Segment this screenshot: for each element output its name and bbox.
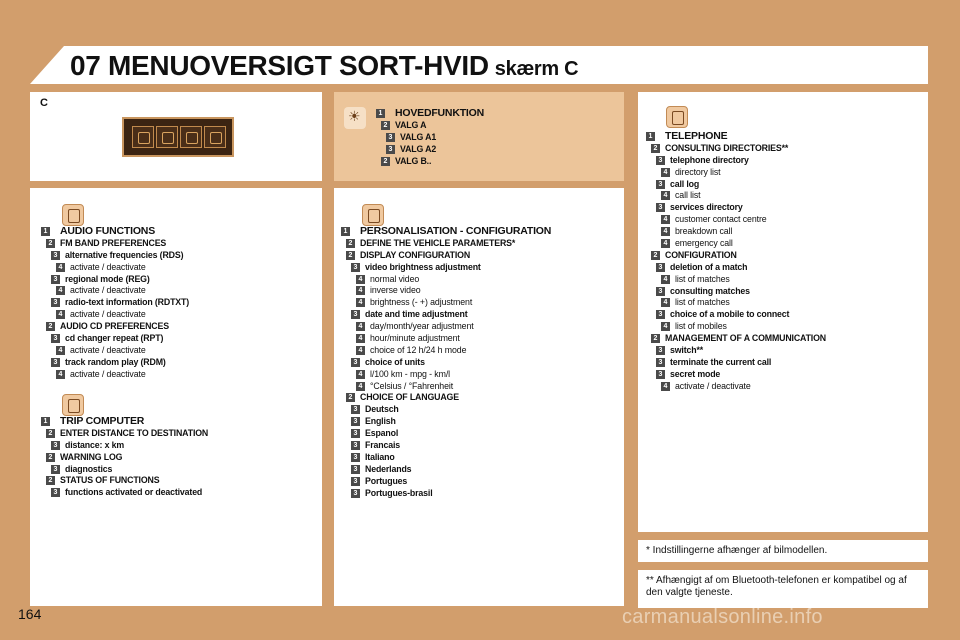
menu-item-text: regional mode (REG) — [65, 273, 150, 284]
menu-row — [646, 202, 921, 214]
level-badge: 3 — [51, 465, 60, 474]
level-badge: 4 — [56, 286, 65, 295]
level-badge: 4 — [661, 298, 670, 307]
trip-computer-icon — [62, 394, 84, 416]
level-badge: 3 — [386, 133, 395, 142]
level-badge: 1 — [646, 132, 655, 141]
level-badge: 3 — [351, 489, 360, 498]
level-badge: 3 — [351, 477, 360, 486]
menu-row — [41, 226, 311, 238]
sun-icon — [344, 107, 366, 129]
menu-row — [376, 144, 616, 156]
menu-item-text: telephone directory — [670, 154, 749, 165]
level-badge: 4 — [356, 298, 365, 307]
footnote-vehicle: * Indstillingerne afhænger af bilmodellen. — [646, 545, 828, 556]
level-badge: 3 — [351, 263, 360, 272]
trip-menu-list — [41, 416, 311, 499]
level-badge: 4 — [56, 370, 65, 379]
level-badge: 1 — [41, 417, 50, 426]
menu-row — [341, 238, 616, 250]
level-badge: 2 — [46, 429, 55, 438]
menu-row — [646, 155, 921, 167]
menu-row — [41, 345, 311, 357]
menu-item-text: CHOICE OF LANGUAGE — [360, 392, 459, 403]
main-menu-list — [376, 108, 616, 167]
menu-row — [646, 190, 921, 202]
level-badge: 3 — [656, 346, 665, 355]
menu-row — [341, 404, 616, 416]
menu-row — [341, 392, 616, 404]
level-badge: 2 — [346, 251, 355, 260]
menu-row — [341, 321, 616, 333]
level-badge: 1 — [341, 227, 350, 236]
menu-row — [341, 345, 616, 357]
level-badge: 2 — [651, 144, 660, 153]
level-badge: 3 — [656, 263, 665, 272]
menu-item-text: VALG B.. — [395, 155, 432, 166]
menu-row — [341, 357, 616, 369]
menu-row — [341, 369, 616, 381]
menu-row — [41, 475, 311, 487]
menu-row — [646, 381, 921, 393]
menu-item-text: alternative frequencies (RDS) — [65, 249, 184, 260]
menu-item-text: DEFINE THE VEHICLE PARAMETERS* — [360, 237, 516, 248]
menu-row — [41, 464, 311, 476]
personalisation-menu-list — [341, 226, 616, 499]
level-badge: 3 — [656, 203, 665, 212]
audio-menu-list — [41, 226, 311, 381]
menu-item-text: TELEPHONE — [665, 130, 728, 142]
menu-row — [41, 333, 311, 345]
menu-row — [376, 132, 616, 144]
menu-row — [341, 226, 616, 238]
menu-row — [646, 297, 921, 309]
menu-row — [341, 464, 616, 476]
menu-item-text: Nederlands — [365, 463, 412, 474]
menu-item-text: customer contact centre — [675, 214, 767, 225]
menu-row — [341, 416, 616, 428]
settings-icon — [362, 204, 384, 226]
menu-item-text: day/month/year adjustment — [370, 321, 474, 332]
level-badge: 4 — [356, 382, 365, 391]
level-badge: 2 — [46, 453, 55, 462]
phone-cell-icon — [204, 126, 226, 148]
menu-row — [41, 440, 311, 452]
menu-item-text: activate / deactivate — [70, 309, 146, 320]
display-screen-image — [122, 117, 234, 157]
menu-item-text: choice of units — [365, 356, 425, 367]
menu-row — [341, 274, 616, 286]
menu-item-text: brightness (- +) adjustment — [370, 297, 473, 308]
level-badge: 3 — [656, 156, 665, 165]
menu-row — [341, 440, 616, 452]
menu-item-text: activate / deactivate — [70, 261, 146, 272]
menu-item-text: list of matches — [675, 297, 730, 308]
level-badge: 2 — [381, 121, 390, 130]
level-badge: 3 — [51, 441, 60, 450]
menu-item-text: list of matches — [675, 273, 730, 284]
level-badge: 2 — [381, 157, 390, 166]
menu-row — [41, 309, 311, 321]
menu-row — [41, 487, 311, 499]
level-badge: 2 — [46, 322, 55, 331]
level-badge: 3 — [351, 310, 360, 319]
menu-item-text: l/100 km - mpg - km/l — [370, 368, 451, 379]
level-badge: 3 — [51, 275, 60, 284]
menu-item-text: secret mode — [670, 368, 721, 379]
level-badge: 3 — [351, 465, 360, 474]
menu-row — [341, 333, 616, 345]
menu-row — [646, 345, 921, 357]
menu-item-text: call log — [670, 178, 700, 189]
level-badge: 4 — [56, 310, 65, 319]
menu-row — [646, 143, 921, 155]
menu-row — [376, 120, 616, 132]
level-badge: 4 — [661, 382, 670, 391]
menu-item-text: choice of 12 h/24 h mode — [370, 344, 467, 355]
menu-item-text: functions activated or deactivated — [65, 487, 203, 498]
menu-row — [41, 369, 311, 381]
menu-item-text: radio-text information (RDTXT) — [65, 297, 190, 308]
audio-cell-icon — [132, 126, 154, 148]
menu-item-text: date and time adjustment — [365, 309, 468, 320]
menu-item-text: Deutsch — [365, 404, 399, 415]
menu-row — [646, 369, 921, 381]
level-badge: 4 — [661, 322, 670, 331]
menu-item-text: CONSULTING DIRECTORIES** — [665, 142, 789, 153]
menu-item-text: English — [365, 416, 396, 427]
menu-row — [646, 226, 921, 238]
menu-item-text: diagnostics — [65, 463, 113, 474]
menu-row — [341, 262, 616, 274]
menu-row — [646, 286, 921, 298]
menu-item-text: MANAGEMENT OF A COMMUNICATION — [665, 333, 826, 344]
menu-item-text: call list — [675, 190, 701, 201]
menu-item-text: activate / deactivate — [675, 380, 751, 391]
menu-row — [646, 262, 921, 274]
trip-cell-icon — [156, 126, 178, 148]
menu-row — [646, 274, 921, 286]
level-badge: 4 — [661, 275, 670, 284]
menu-row — [41, 428, 311, 440]
menu-row — [646, 238, 921, 250]
menu-item-text: VALG A2 — [400, 143, 437, 154]
menu-item-text: choice of a mobile to connect — [670, 309, 790, 320]
level-badge: 4 — [661, 191, 670, 200]
menu-row — [646, 250, 921, 262]
menu-row — [41, 262, 311, 274]
level-badge: 4 — [356, 322, 365, 331]
menu-item-text: deletion of a match — [670, 261, 748, 272]
menu-row — [341, 428, 616, 440]
menu-row — [41, 321, 311, 333]
menu-item-text: distance: x km — [65, 439, 125, 450]
menu-row — [376, 156, 616, 168]
settings-cell-icon — [180, 126, 202, 148]
menu-row — [41, 274, 311, 286]
level-badge: 3 — [351, 417, 360, 426]
menu-item-text: HOVEDFUNKTION — [395, 107, 484, 119]
menu-row — [41, 297, 311, 309]
audio-icon — [62, 204, 84, 226]
level-badge: 4 — [356, 334, 365, 343]
level-badge: 1 — [41, 227, 50, 236]
level-badge: 3 — [51, 488, 60, 497]
menu-row — [41, 238, 311, 250]
menu-item-text: VALG A — [395, 119, 427, 130]
menu-item-text: track random play (RDM) — [65, 356, 166, 367]
level-badge: 4 — [356, 275, 365, 284]
level-badge: 3 — [351, 441, 360, 450]
menu-item-text: normal video — [370, 273, 420, 284]
level-badge: 3 — [351, 453, 360, 462]
menu-item-text: °Celsius / °Fahrenheit — [370, 380, 454, 391]
menu-row — [41, 357, 311, 369]
menu-item-text: Espanol — [365, 428, 399, 439]
menu-item-text: emergency call — [675, 238, 733, 249]
level-badge: 4 — [661, 215, 670, 224]
level-badge: 2 — [346, 239, 355, 248]
level-badge: 4 — [56, 346, 65, 355]
menu-item-text: video brightness adjustment — [365, 261, 481, 272]
menu-row — [341, 297, 616, 309]
title-text: 07 MENUOVERSIGT SORT-HVID — [70, 50, 489, 81]
menu-item-text: Portugues — [365, 475, 408, 486]
menu-item-text: VALG A1 — [400, 131, 437, 142]
level-badge: 1 — [376, 109, 385, 118]
menu-item-text: activate / deactivate — [70, 344, 146, 355]
level-badge: 3 — [351, 358, 360, 367]
menu-row — [376, 108, 616, 120]
level-badge: 4 — [356, 370, 365, 379]
menu-item-text: STATUS OF FUNCTIONS — [60, 475, 160, 486]
level-badge: 2 — [651, 334, 660, 343]
menu-row — [646, 167, 921, 179]
menu-row — [341, 488, 616, 500]
menu-row — [646, 357, 921, 369]
level-badge: 3 — [656, 180, 665, 189]
menu-item-text: Portugues-brasil — [365, 487, 433, 498]
menu-item-text: services directory — [670, 202, 743, 213]
level-badge: 4 — [356, 286, 365, 295]
title-subtitle: skærm C — [494, 58, 579, 80]
menu-item-text: inverse video — [370, 285, 421, 296]
menu-item-text: activate / deactivate — [70, 285, 146, 296]
footnote-bluetooth: ** Afhængigt af om Bluetooth-telefonen er kompatibel og af den valgte tjeneste. — [646, 575, 907, 598]
level-badge: 2 — [346, 393, 355, 402]
menu-item-text: breakdown call — [675, 226, 733, 237]
menu-item-text: TRIP COMPUTER — [60, 415, 145, 427]
menu-item-text: PERSONALISATION - CONFIGURATION — [360, 225, 552, 237]
menu-row — [341, 476, 616, 488]
page-number: 164 — [18, 606, 42, 622]
menu-item-text: CONFIGURATION — [665, 249, 737, 260]
menu-row — [341, 381, 616, 393]
telephone-menu-list — [646, 131, 921, 393]
menu-row — [341, 309, 616, 321]
level-badge: 3 — [656, 310, 665, 319]
menu-item-text: consulting matches — [670, 285, 750, 296]
watermark: carmanualsonline.info — [622, 606, 823, 628]
menu-row — [341, 452, 616, 464]
menu-item-text: Francais — [365, 440, 400, 451]
menu-item-text: list of mobiles — [675, 321, 727, 332]
level-badge: 3 — [51, 334, 60, 343]
menu-row — [341, 250, 616, 262]
menu-item-text: directory list — [675, 166, 721, 177]
menu-item-text: activate / deactivate — [70, 368, 146, 379]
display-label: C — [40, 97, 48, 109]
phone-icon — [666, 106, 688, 128]
level-badge: 3 — [51, 358, 60, 367]
menu-row — [646, 131, 921, 143]
menu-item-text: WARNING LOG — [60, 451, 123, 462]
menu-row — [41, 285, 311, 297]
level-badge: 3 — [386, 145, 395, 154]
menu-row — [341, 285, 616, 297]
level-badge: 3 — [656, 287, 665, 296]
page-title — [70, 46, 578, 84]
menu-item-text: FM BAND PREFERENCES — [60, 237, 167, 248]
menu-item-text: terminate the current call — [670, 356, 772, 367]
menu-item-text: AUDIO FUNCTIONS — [60, 225, 155, 237]
menu-row — [646, 321, 921, 333]
menu-row — [41, 416, 311, 428]
menu-row — [646, 309, 921, 321]
menu-item-text: Italiano — [365, 451, 395, 462]
level-badge: 3 — [51, 251, 60, 260]
level-badge: 3 — [351, 405, 360, 414]
menu-row — [646, 333, 921, 345]
menu-row — [646, 214, 921, 226]
level-badge: 4 — [56, 263, 65, 272]
level-badge: 2 — [651, 251, 660, 260]
level-badge: 3 — [51, 298, 60, 307]
menu-item-text: cd changer repeat (RPT) — [65, 333, 164, 344]
menu-row — [41, 452, 311, 464]
menu-row — [41, 250, 311, 262]
level-badge: 2 — [46, 476, 55, 485]
level-badge: 3 — [351, 429, 360, 438]
level-badge: 4 — [661, 239, 670, 248]
menu-item-text: ENTER DISTANCE TO DESTINATION — [60, 427, 209, 438]
level-badge: 4 — [661, 227, 670, 236]
menu-item-text: switch** — [670, 345, 704, 356]
menu-item-text: DISPLAY CONFIGURATION — [360, 249, 471, 260]
menu-row — [646, 179, 921, 191]
level-badge: 3 — [656, 370, 665, 379]
level-badge: 4 — [356, 346, 365, 355]
level-badge: 3 — [656, 358, 665, 367]
level-badge: 4 — [661, 168, 670, 177]
level-badge: 2 — [46, 239, 55, 248]
menu-item-text: AUDIO CD PREFERENCES — [60, 321, 169, 332]
menu-item-text: hour/minute adjustment — [370, 333, 460, 344]
